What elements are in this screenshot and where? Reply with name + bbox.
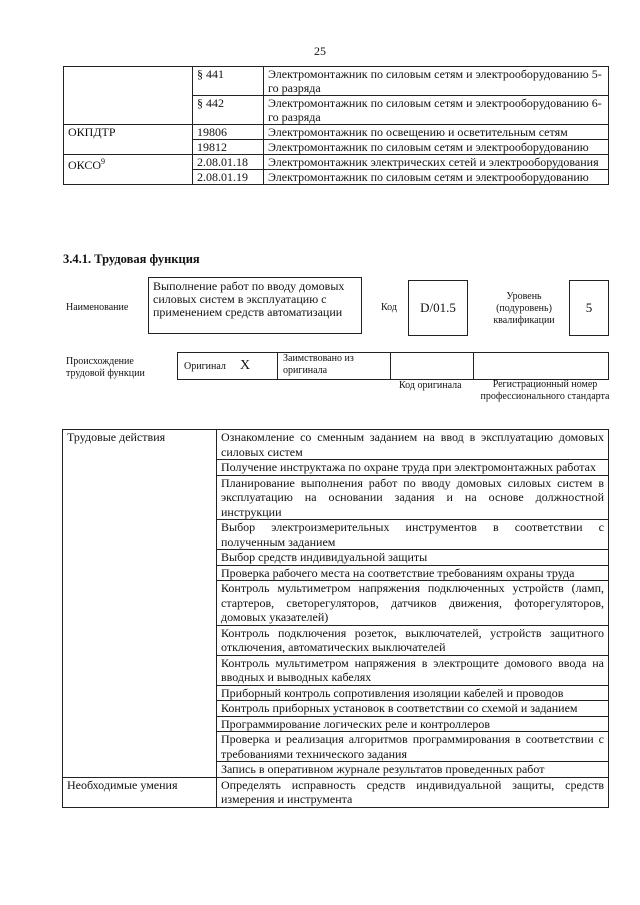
code-cell: 2.08.01.18 (193, 155, 264, 170)
function-name-box: Выполнение работ по вводу домовых силовых систем в эксплуатацию с применением средств автоматизации (148, 277, 362, 334)
name-cell: Электромонтажник по силовым сетям и электрооборудованию (264, 140, 609, 155)
skill-item: Определять исправность средств индивидуальной защиты, средств измерения и инструмента (217, 777, 609, 807)
action-item: Выбор средств индивидуальной защиты (217, 550, 609, 566)
code-cell: 2.08.01.19 (193, 170, 264, 185)
action-item: Программирование логических реле и контроллеров (217, 716, 609, 732)
table-row (64, 155, 609, 170)
original-label: Оригинал (184, 361, 226, 372)
origin-label: Происхождение трудовой функции (66, 356, 145, 379)
action-item: Запись в оперативном журнале результатов проведенных работ (217, 762, 609, 778)
action-item: Контроль мультиметром напряжения в электрощите домового ввода на вводных и выводных кабелях (217, 655, 609, 685)
action-item: Контроль мультиметром напряжения подключенных устройств (ламп, стартеров, светорегуляторов, датчиков движения, фоторегуляторов, домовых указателей) (217, 581, 609, 626)
borrowed-label: Заимствовано из оригинала (283, 353, 354, 376)
table-row (63, 777, 609, 807)
origin-divider (277, 352, 278, 380)
origin-divider (390, 352, 391, 380)
action-item: Планирование выполнения работ по вводу домовых силовых систем в эксплуатацию на основании задания и на основе должностной инструкции (217, 475, 609, 520)
origin-divider (473, 352, 474, 380)
action-item: Получение инструктажа по охране труда при электромонтажных работах (217, 460, 609, 476)
footnote-mark: 9 (101, 157, 106, 166)
action-item: Контроль приборных установок в соответствии со схемой и заданием (217, 701, 609, 717)
level-label: Уровень (подуровень) квалификации (493, 291, 555, 326)
group-cell (64, 155, 193, 185)
table-row (64, 125, 609, 140)
action-item: Проверка рабочего места на соответствие требованиям охраны труда (217, 565, 609, 581)
classifier-table (63, 66, 609, 185)
group-cell (64, 67, 193, 125)
skills-label: Необходимые умения (63, 777, 217, 807)
page-number: 25 (314, 44, 326, 58)
code-cell: § 441 (193, 67, 264, 96)
code-label: Код (381, 302, 397, 313)
section-title: 3.4.1. Трудовая функция (63, 252, 200, 266)
code-box: D/01.5 (408, 280, 468, 336)
actions-label: Трудовые действия (63, 430, 217, 778)
name-cell: Электромонтажник по силовым сетям и электрооборудованию (264, 170, 609, 185)
action-item: Проверка и реализация алгоритмов программирования в соответствии с требованиями технического задания (217, 732, 609, 762)
action-item: Выбор электроизмерительных инструментов в соответствии с полученным заданием (217, 520, 609, 550)
name-cell: Электромонтажник электрических сетей и электрооборудования (264, 155, 609, 170)
name-label: Наименование (66, 302, 129, 313)
original-mark: X (240, 358, 251, 373)
reg-caption: Регистрационный номер профессионального стандарта (480, 379, 610, 402)
table-row (63, 430, 609, 460)
name-cell: Электромонтажник по силовым сетям и электрооборудованию 5-го разряда (264, 67, 609, 96)
action-item: Контроль подключения розеток, выключателей, устройств защитного отключения, автоматических выключателей (217, 625, 609, 655)
code-cell: § 442 (193, 96, 264, 125)
code-caption: Код оригинала (399, 380, 462, 391)
actions-table (62, 429, 609, 808)
table-row (64, 67, 609, 96)
level-box: 5 (569, 280, 609, 336)
code-cell: 19812 (193, 140, 264, 155)
action-item: Ознакомление со сменным заданием на ввод в эксплуатацию домовых силовых систем (217, 430, 609, 460)
group-cell: ОКПДТР (64, 125, 193, 155)
name-cell: Электромонтажник по силовым сетям и электрооборудованию 6-го разряда (264, 96, 609, 125)
name-cell: Электромонтажник по освещению и осветительным сетям (264, 125, 609, 140)
group-label: ОКСО (68, 158, 102, 172)
code-cell: 19806 (193, 125, 264, 140)
action-item: Приборный контроль сопротивления изоляции кабелей и проводов (217, 685, 609, 701)
